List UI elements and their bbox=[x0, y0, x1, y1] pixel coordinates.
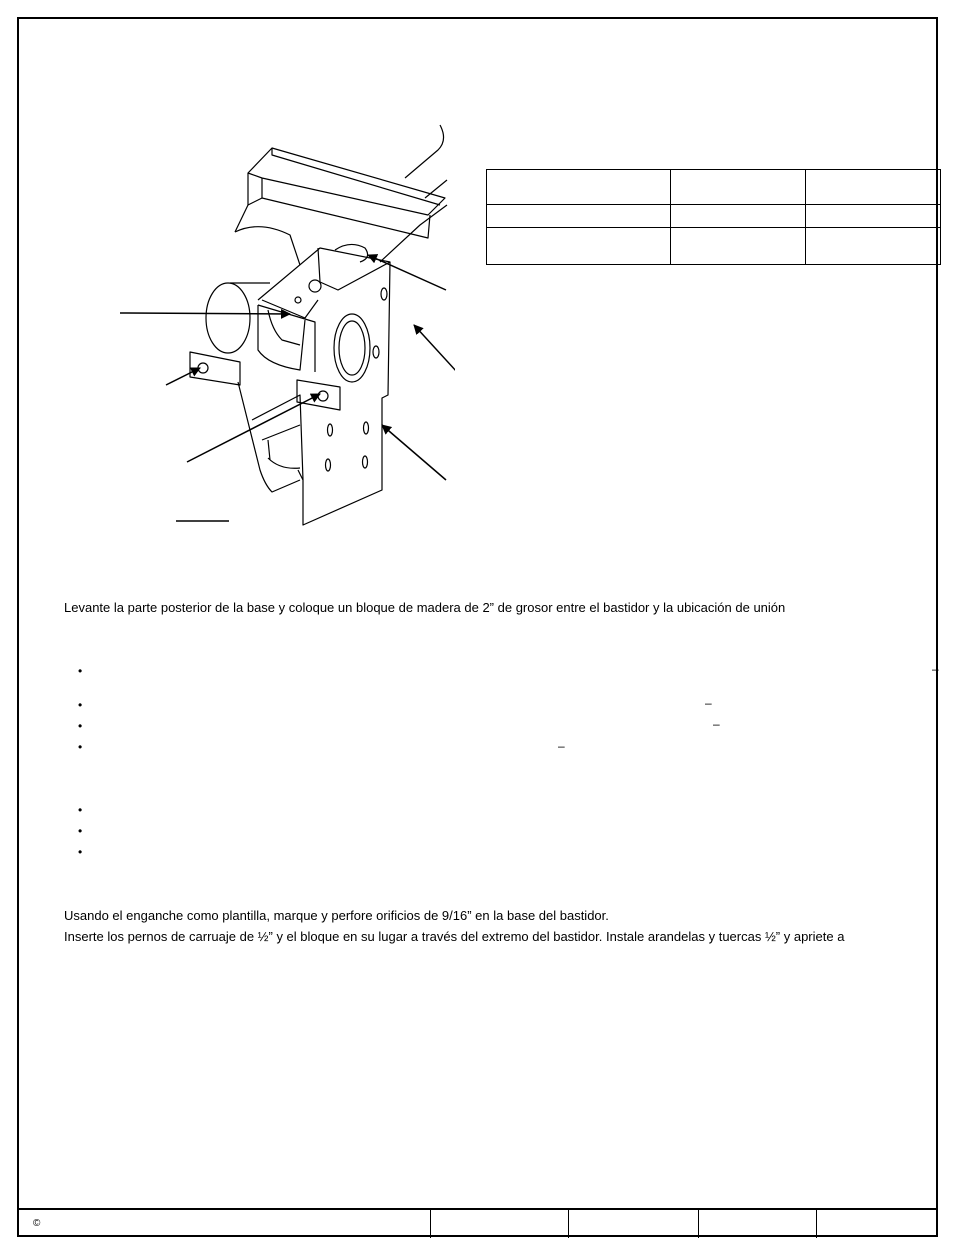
footer-cell bbox=[568, 1210, 699, 1238]
footer-cell bbox=[816, 1210, 937, 1238]
table-cell bbox=[806, 205, 941, 228]
table-cell bbox=[671, 205, 806, 228]
footer-cell bbox=[430, 1210, 569, 1238]
footer-title-block bbox=[17, 1208, 938, 1238]
hitch-installation-diagram bbox=[110, 120, 455, 540]
table-cell bbox=[671, 228, 806, 265]
dash-mark: – bbox=[558, 739, 565, 753]
table-cell bbox=[806, 228, 941, 265]
table-row bbox=[487, 205, 941, 228]
instruction-step-2: Usando el enganche como plantilla, marque y perfore orificios de 9/16” en la base del bastidor. bbox=[64, 908, 609, 923]
dash-mark: – bbox=[705, 696, 712, 710]
list-bullet: • bbox=[78, 740, 83, 754]
instruction-step-3: Inserte los pernos de carruaje de ½” y el bloque en su lugar a través del extremo del bastidor. Instale arandelas y tuercas ½” y apriete a bbox=[64, 929, 845, 944]
list-bullet: • bbox=[78, 845, 83, 859]
hardware-spec-table bbox=[486, 169, 941, 265]
instruction-step-1: Levante la parte posterior de la base y coloque un bloque de madera de 2” de grosor entre el bastidor y la ubicación de unión bbox=[64, 600, 786, 615]
list-bullet: • bbox=[78, 719, 83, 733]
dash-mark: – bbox=[713, 717, 720, 731]
list-bullet: • bbox=[78, 698, 83, 712]
table-cell bbox=[806, 170, 941, 205]
table-cell bbox=[487, 228, 671, 265]
list-bullet: • bbox=[78, 803, 83, 817]
table-row bbox=[487, 228, 941, 265]
table-cell bbox=[671, 170, 806, 205]
footer-cell bbox=[698, 1210, 817, 1238]
dash-mark: – bbox=[932, 662, 939, 676]
table-row bbox=[487, 170, 941, 205]
table-cell bbox=[487, 205, 671, 228]
copyright-mark: © bbox=[33, 1218, 41, 1229]
list-bullet: • bbox=[78, 824, 83, 838]
list-bullet: • bbox=[78, 664, 83, 678]
table-cell bbox=[487, 170, 671, 205]
